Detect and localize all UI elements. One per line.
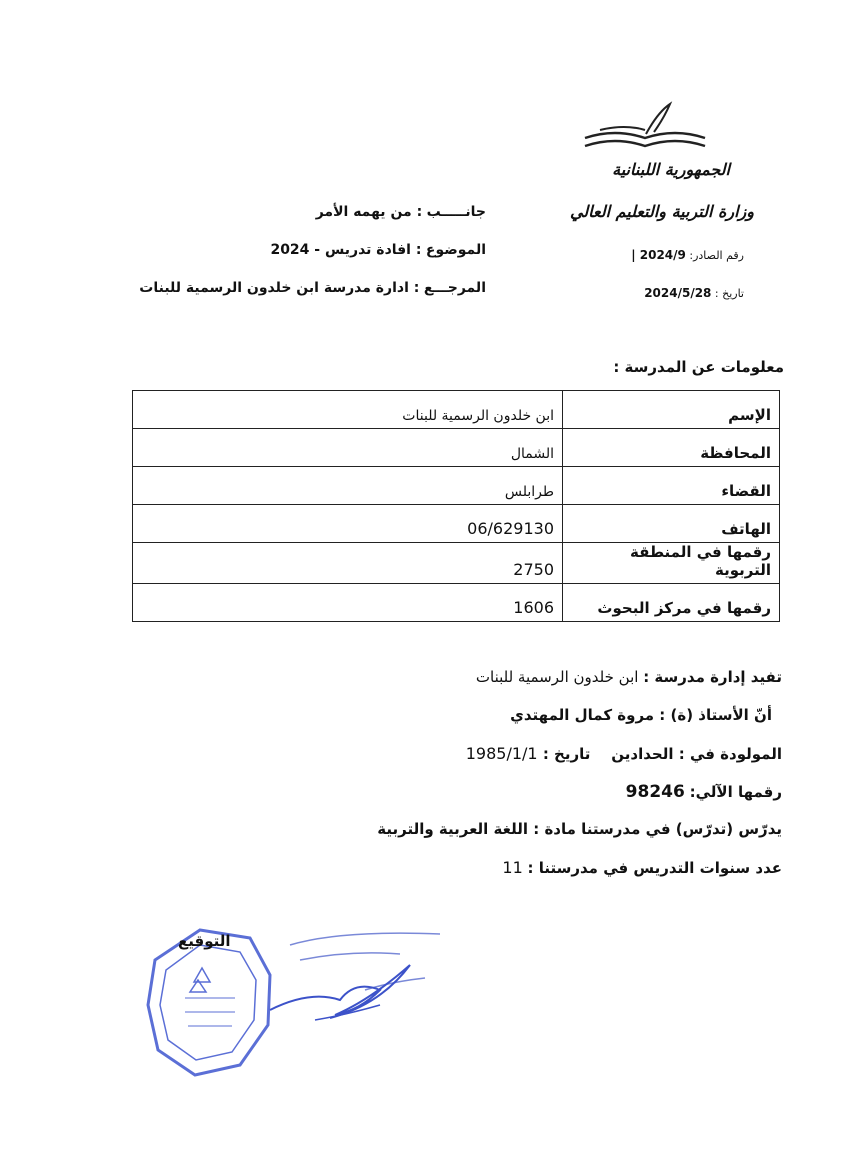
table-row <box>133 543 780 584</box>
auto-number-label: رقمها الآلي: <box>689 783 782 801</box>
row-value-research-number: 1606 <box>133 584 563 622</box>
signature-label: التوقيع <box>178 932 231 950</box>
issue-date <box>644 286 744 300</box>
issue-number-value: 2024/9 | <box>631 248 686 262</box>
statement-school-value: ابن خلدون الرسمية للبنات <box>475 668 639 686</box>
statement-subject-line: يدرّس (تدرّس) في مدرستنا مادة : اللغة العربية والتربية <box>377 820 782 838</box>
birth-date-label: تاريخ : <box>542 745 591 763</box>
row-label-name: الإسم <box>563 391 780 429</box>
table-row <box>133 429 780 467</box>
auto-number-value: 98246 <box>625 782 685 802</box>
statement-school-line <box>476 668 782 686</box>
ministry-logo-icon <box>580 100 710 160</box>
subject-label: الموضوع <box>425 242 486 258</box>
birth-date-value: 1985/1/1 <box>465 744 538 763</box>
statement-school-label: تفيد إدارة مدرسة : <box>643 668 782 686</box>
issue-number <box>631 248 744 262</box>
row-label-district: القضاء <box>563 467 780 505</box>
table-row <box>133 467 780 505</box>
school-info-title: معلومات عن المدرسة : <box>613 358 784 376</box>
row-label-region-number: رقمها في المنطقة التربوية <box>563 543 780 584</box>
reference-label: المرجـــع <box>423 280 486 296</box>
table-row <box>133 505 780 543</box>
birth-place: المولودة في : الحدادين <box>611 745 782 763</box>
ministry-title: وزارة التربية والتعليم العالي <box>569 202 754 221</box>
years-value: 11 <box>502 858 523 877</box>
statement-birth-line <box>466 744 782 763</box>
statement-teacher-line: أنّ الأستاذ (ة) : مروة كمال المهتدي <box>510 706 772 724</box>
issue-date-label: تاريخ : <box>714 287 744 300</box>
row-value-governorate: الشمال <box>133 429 563 467</box>
issue-date-value: 2024/5/28 <box>644 286 712 300</box>
reference-value: : ادارة مدرسة ابن خلدون الرسمية للبنات <box>139 280 420 296</box>
addressee-label: جانـــــب <box>426 204 486 220</box>
subject-value: : افادة تدريس - 2024 <box>270 242 422 258</box>
addressee-value: : من يهمه الأمر <box>315 204 423 220</box>
row-value-district: طرابلس <box>133 467 563 505</box>
years-label: عدد سنوات التدريس في مدرستنا : <box>527 859 782 877</box>
issue-number-label: رقم الصادر: <box>689 249 744 262</box>
row-value-name: ابن خلدون الرسمية للبنات <box>133 391 563 429</box>
row-label-research-number: رقمها في مركز البحوث <box>563 584 780 622</box>
statement-years-line <box>502 858 782 877</box>
school-info-table <box>132 390 780 622</box>
addressee-line <box>316 204 486 220</box>
row-value-region-number: 2750 <box>133 543 563 584</box>
reference-line <box>139 280 486 296</box>
row-value-phone: 06/629130 <box>133 505 563 543</box>
statement-id-line <box>626 782 782 802</box>
table-row <box>133 391 780 429</box>
row-label-governorate: المحافظة <box>563 429 780 467</box>
row-label-phone: الهاتف <box>563 505 780 543</box>
republic-title: الجمهورية اللبنانية <box>612 160 730 179</box>
subject-line <box>270 242 486 258</box>
table-row <box>133 584 780 622</box>
